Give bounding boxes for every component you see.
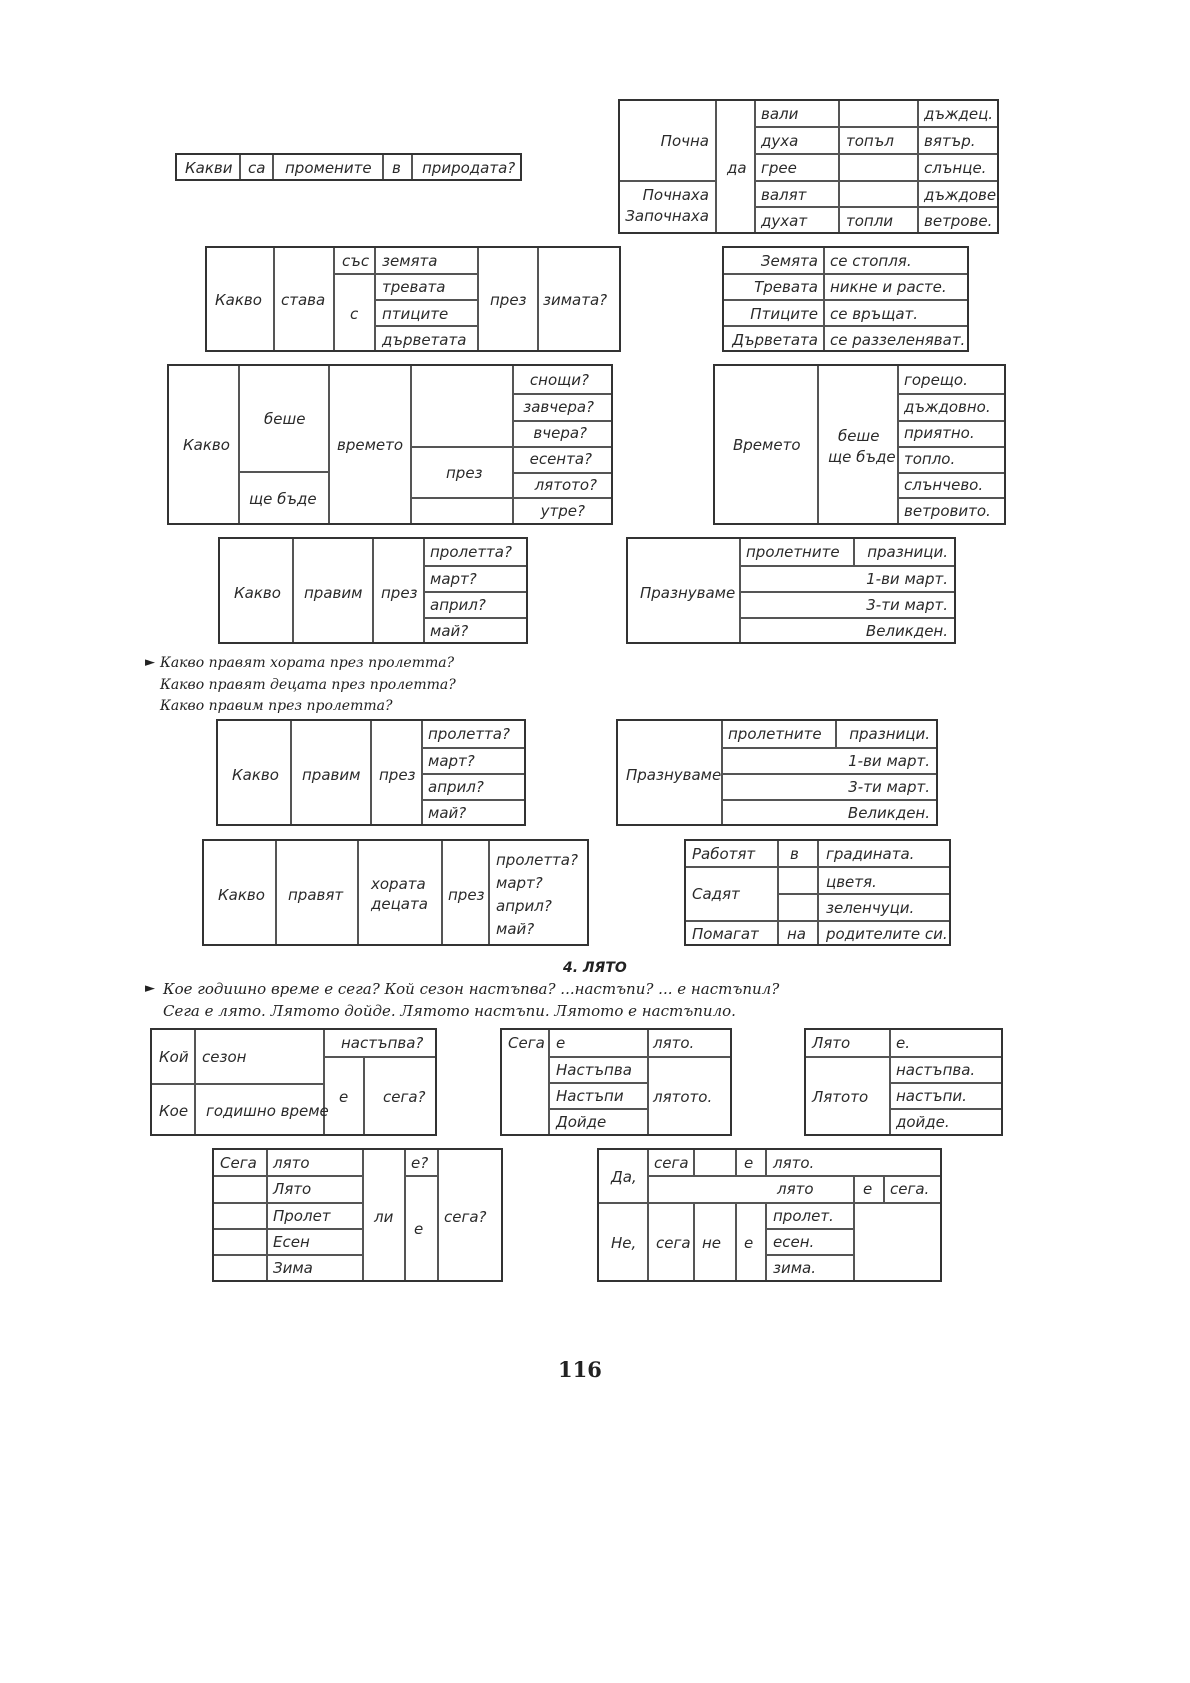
cell: ветрове. — [924, 212, 993, 230]
cell: март? — [430, 570, 477, 588]
cell: приятно. — [904, 424, 975, 442]
cell: Дърветата — [732, 331, 818, 349]
cell: да — [727, 159, 747, 177]
cell: Кое — [159, 1102, 189, 1120]
cell: настъпва? — [341, 1034, 424, 1052]
cell: ветровито. — [904, 502, 991, 520]
cell: се раззеленяват. — [830, 331, 966, 349]
question-3: Какво правим през пролетта? — [160, 698, 393, 714]
table-3 — [205, 246, 621, 352]
cell: зима. — [773, 1259, 817, 1277]
cell: Дойде — [556, 1113, 607, 1131]
table-10 — [616, 719, 938, 826]
section-answer: Сега е лято. Лятото дойде. Лятото настъпи. Лятото е настъпило. — [163, 1002, 736, 1020]
question-arrow: ► — [145, 655, 155, 670]
cell: пролетните — [728, 725, 822, 743]
cell: Какво — [234, 584, 281, 602]
cell: правим — [304, 584, 363, 602]
cell: Не, — [611, 1234, 637, 1252]
cell: Пролет — [273, 1207, 331, 1225]
table-11 — [202, 839, 589, 946]
cell: Тревата — [754, 278, 818, 296]
table-7 — [218, 537, 528, 644]
cell: есента? — [529, 450, 592, 468]
cell: пролетта? — [430, 543, 512, 561]
cell: Почнаха — [642, 186, 709, 204]
section-title: 4. ЛЯТО — [563, 960, 627, 976]
cell: 3-ти март. — [866, 596, 948, 614]
cell: Почна — [660, 132, 709, 150]
cell: горещо. — [904, 371, 968, 389]
cell: празници. — [867, 543, 948, 561]
cell: Кой — [159, 1048, 189, 1066]
table-16 — [212, 1148, 503, 1282]
cell: през — [446, 464, 483, 482]
cell: през — [490, 291, 527, 309]
cell: птиците — [382, 305, 449, 323]
cell: Помагат — [692, 925, 759, 943]
cell: дъждец. — [924, 105, 994, 123]
cell: Какво — [218, 886, 265, 904]
cell: вали — [761, 105, 799, 123]
cell: хората — [371, 875, 426, 893]
table-17 — [597, 1148, 942, 1282]
cell: слънчево. — [904, 476, 984, 494]
cell: дойде. — [896, 1113, 950, 1131]
cell: е — [744, 1154, 754, 1172]
cell: е — [556, 1034, 566, 1052]
cell: родителите си. — [826, 925, 948, 943]
cell: Сега — [220, 1154, 257, 1172]
cell: вчера? — [533, 424, 587, 442]
cell: март? — [496, 874, 543, 892]
cell: беше — [838, 427, 880, 445]
cell: Какви — [185, 159, 233, 177]
cell: сега — [654, 1154, 689, 1172]
cell: завчера? — [523, 398, 594, 416]
table-8 — [626, 537, 956, 644]
cell: пролетта? — [496, 851, 578, 869]
cell: празници. — [849, 725, 930, 743]
cell: Започнаха — [625, 207, 709, 225]
cell: топъл — [846, 132, 894, 150]
section-question: Кое годишно време е сега? Кой сезон настъпва? ...настъпи? ... е настъпил? — [163, 980, 780, 998]
cell: 3-ти март. — [848, 778, 930, 796]
cell: през — [448, 886, 485, 904]
cell: Лято — [812, 1034, 851, 1052]
cell: април? — [428, 778, 484, 796]
cell: лято. — [773, 1154, 815, 1172]
cell: 1-ви март. — [866, 570, 948, 588]
cell: Лято — [273, 1180, 312, 1198]
cell: дъждове. — [924, 186, 1001, 204]
cell: Земята — [760, 252, 818, 270]
cell: дърветата — [382, 331, 467, 349]
cell: сега? — [383, 1088, 426, 1106]
cell: ще бъде — [828, 448, 896, 466]
cell: зимата? — [543, 291, 608, 309]
cell: есен. — [773, 1233, 815, 1251]
cell: в — [790, 845, 799, 863]
table-2 — [618, 99, 999, 234]
cell: Сега — [508, 1034, 545, 1052]
cell: топли — [846, 212, 894, 230]
cell: Празнуваме — [626, 766, 722, 784]
cell: пролетните — [746, 543, 840, 561]
cell: през — [381, 584, 418, 602]
cell: лятото. — [653, 1088, 713, 1106]
table-9 — [216, 719, 526, 826]
cell: никне и расте. — [830, 278, 947, 296]
cell: годишно време — [206, 1102, 329, 1120]
cell: настъпи. — [896, 1087, 967, 1105]
cell: Работят — [692, 845, 756, 863]
cell: промените — [285, 159, 372, 177]
cell: беше — [264, 410, 306, 428]
table-5 — [167, 364, 613, 525]
cell: са — [248, 159, 266, 177]
cell: май? — [430, 622, 469, 640]
cell: е? — [411, 1154, 429, 1172]
cell: правят — [288, 886, 344, 904]
cell: сезон — [202, 1048, 247, 1066]
cell: Есен — [273, 1233, 310, 1251]
cell: правим — [302, 766, 361, 784]
cell: май? — [496, 920, 535, 938]
cell: се връщат. — [830, 305, 919, 323]
cell: сега. — [890, 1180, 930, 1198]
cell: Зима — [273, 1259, 313, 1277]
table-14 — [500, 1028, 732, 1136]
cell: е. — [896, 1034, 910, 1052]
cell: е — [863, 1180, 873, 1198]
table-4 — [722, 246, 969, 352]
cell: пролетта? — [428, 725, 510, 743]
cell: градината. — [826, 845, 915, 863]
cell: март? — [428, 752, 475, 770]
cell: Лятото — [812, 1088, 869, 1106]
cell: зеленчуци. — [826, 899, 915, 917]
cell: май? — [428, 804, 467, 822]
table-12 — [684, 839, 951, 946]
table-13 — [150, 1028, 437, 1136]
cell: топло. — [904, 450, 956, 468]
cell: времето — [337, 436, 404, 454]
cell: ще бъде — [249, 490, 317, 508]
cell: Садят — [692, 885, 740, 903]
cell: не — [702, 1234, 722, 1252]
section-arrow: ► — [145, 981, 155, 996]
page-number: 116 — [558, 1357, 602, 1382]
cell: 1-ви март. — [848, 752, 930, 770]
cell: природата? — [422, 159, 516, 177]
cell: земята — [382, 252, 438, 270]
cell: Да, — [611, 1168, 637, 1186]
cell: слънце. — [924, 159, 987, 177]
cell: Времето — [733, 436, 801, 454]
cell: със — [342, 252, 370, 270]
table-15 — [804, 1028, 1003, 1136]
cell: пролет. — [773, 1207, 834, 1225]
cell: сега — [656, 1234, 691, 1252]
cell: Какво — [215, 291, 262, 309]
cell: лятото? — [534, 476, 597, 494]
cell: на — [787, 925, 806, 943]
cell: април? — [496, 897, 552, 915]
table-1 — [175, 153, 522, 181]
cell: става — [281, 291, 326, 309]
cell: Какво — [183, 436, 230, 454]
cell: е — [414, 1220, 424, 1238]
table-6 — [713, 364, 1006, 525]
cell: Какво — [232, 766, 279, 784]
cell: Великден. — [865, 622, 948, 640]
cell: децата — [371, 895, 428, 913]
cell: през — [379, 766, 416, 784]
cell: Великден. — [847, 804, 930, 822]
cell: лято. — [653, 1034, 695, 1052]
cell: Птиците — [750, 305, 818, 323]
cell: снощи? — [529, 371, 589, 389]
cell: лято — [777, 1180, 814, 1198]
cell: духат — [761, 212, 808, 230]
cell: сега? — [444, 1208, 487, 1226]
cell: с — [350, 305, 359, 323]
cell: вятър. — [924, 132, 976, 150]
cell: дъждовно. — [904, 398, 991, 416]
cell: цветя. — [826, 873, 877, 891]
cell: духа — [761, 132, 799, 150]
cell: валят — [761, 186, 807, 204]
cell: грее — [761, 159, 797, 177]
cell: лято — [273, 1154, 310, 1172]
question-2: Какво правят децата през пролетта? — [160, 677, 456, 693]
cell: утре? — [540, 502, 585, 520]
cell: е — [339, 1088, 349, 1106]
cell: настъпва. — [896, 1061, 976, 1079]
question-1: Какво правят хората през пролетта? — [160, 655, 455, 671]
cell: тревата — [382, 278, 446, 296]
cell: се стопля. — [830, 252, 912, 270]
cell: ли — [374, 1208, 394, 1226]
cell: април? — [430, 596, 486, 614]
cell: е — [744, 1234, 754, 1252]
cell: Настъпва — [556, 1061, 632, 1079]
cell: в — [392, 159, 401, 177]
cell: Празнуваме — [640, 584, 736, 602]
cell: Настъпи — [556, 1087, 624, 1105]
